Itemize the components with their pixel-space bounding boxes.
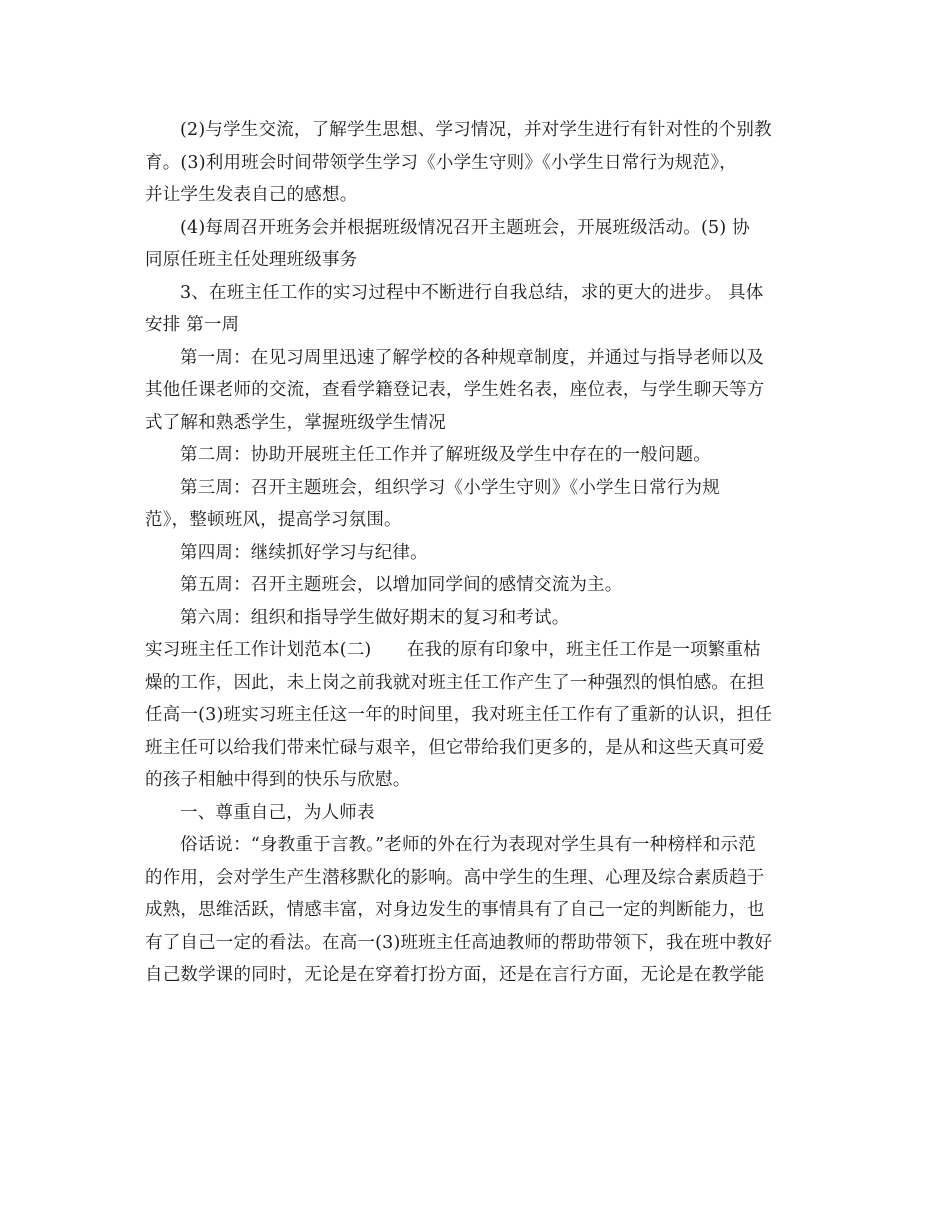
heading-line: 一、尊重自己，为人师表 bbox=[180, 802, 375, 823]
text-line: 自己数学课的同时，无论是在穿着打扮方面，还是在言行方面，无论是在教学能 bbox=[145, 965, 765, 985]
text-line: 安排 第一周 bbox=[145, 315, 240, 335]
text-line: 的孩子相触中得到的快乐与欣慰。 bbox=[145, 770, 411, 790]
text-line: 燥的工作，因此，未上岗之前我就对班主任工作产生了一种强烈的惧怕感。在担 bbox=[145, 672, 765, 693]
text-line: 第五周：召开主题班会，以增加同学间的感情交流为主。 bbox=[180, 575, 623, 595]
text-line: 式了解和熟悉学生，掌握班级学生情况 bbox=[145, 412, 446, 433]
document-body bbox=[145, 114, 810, 992]
text-line: 第一周：在见习周里迅速了解学校的各种规章制度，并通过与指导老师以及 bbox=[180, 347, 765, 368]
text-line: (4)每周召开班务会并根据班级情况召开主题班会，开展班级活动。(5) 协 bbox=[180, 217, 750, 238]
text-line: 第四周：继续抓好学习与纪律。 bbox=[180, 542, 428, 563]
text-line: 成熟，思维活跃，情感丰富，对身边发生的事情具有了自己一定的判断能力，也 bbox=[145, 900, 765, 920]
text-line: 的作用，会对学生产生潜移默化的影响。高中学生的生理、心理及综合素质趋于 bbox=[145, 867, 765, 888]
text-line: 育。(3)利用班会时间带领学生学习《小学生守则》《小学生日常行为规范》， bbox=[145, 152, 737, 173]
text-line: 其他任课老师的交流，查看学籍登记表，学生姓名表，座位表，与学生聊天等方 bbox=[145, 380, 765, 400]
section-title-line: 实习班主任工作计划范本(二) 在我的原有印象中，班主任工作是一项繁重枯 bbox=[145, 640, 761, 660]
text-line: 3、在班主任工作的实习过程中不断进行自我总结，求的更大的进步。 具体 bbox=[180, 282, 764, 303]
text-line: 俗话说：“身教重于言教。”老师的外在行为表现对学生具有一种榜样和示范 bbox=[180, 835, 756, 855]
text-line: 第二周：协助开展班主任工作并了解班级及学生中存在的一般问题。 bbox=[180, 445, 711, 465]
text-line: 同原任班主任处理班级事务 bbox=[145, 250, 358, 270]
text-line: 任高一(3)班实习班主任这一年的时间里，我对班主任工作有了重新的认识，担任 bbox=[145, 705, 773, 725]
text-line: 班主任可以给我们带来忙碌与艰辛，但它带给我们更多的，是从和这些天真可爱 bbox=[145, 737, 765, 758]
text-line: (2)与学生交流，了解学生思想、学习情况，并对学生进行有针对性的个别教 bbox=[180, 120, 772, 140]
text-line: 并让学生发表自己的感想。 bbox=[145, 185, 358, 205]
text-line: 范》，整顿班风，提高学习氛围。 bbox=[145, 510, 402, 530]
text-line: 第六周：组织和指导学生做好期末的复习和考试。 bbox=[180, 607, 570, 628]
text-line: 有了自己一定的看法。在高一(3)班班主任高迪教师的帮助带领下，我在班中教好 bbox=[145, 932, 773, 953]
text-line: 第三周：召开主题班会，组织学习《小学生守则》《小学生日常行为规 bbox=[180, 477, 720, 498]
